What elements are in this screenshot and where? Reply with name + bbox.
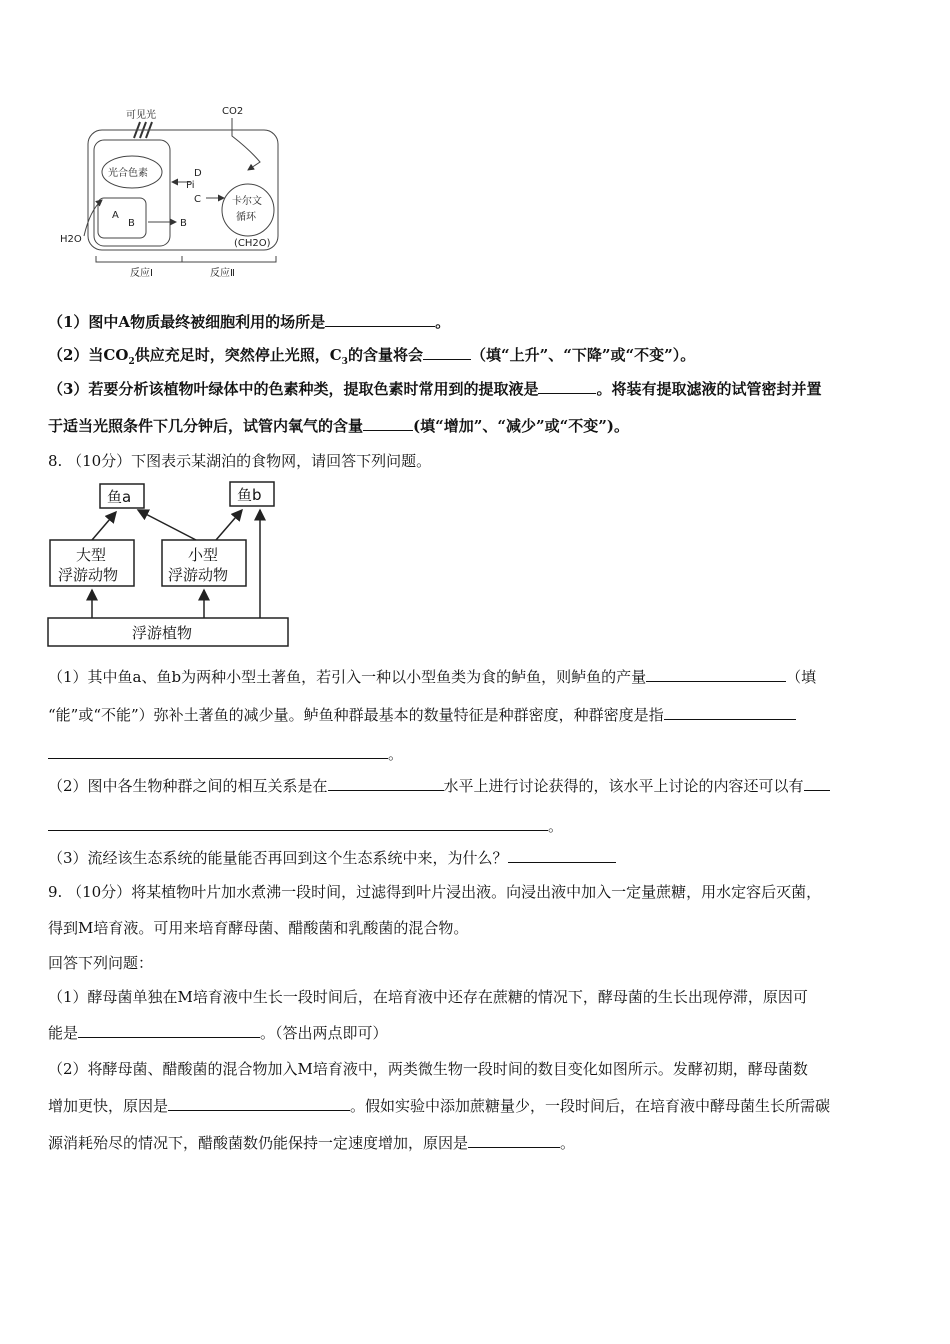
- reaction2-label: 反应Ⅱ: [210, 268, 235, 279]
- arrow-small-to-fish-b: [216, 510, 242, 540]
- answer-blank[interactable]: [423, 345, 471, 360]
- q7-p2b: 供应充足时，突然停止光照，C: [134, 346, 342, 364]
- answer-blank[interactable]: [328, 776, 444, 791]
- q9-p2d: 源消耗殆尽的情况下，醋酸菌数仍能保持一定速度增加，原因是: [48, 1134, 469, 1152]
- arrow-small-to-fish-a: [138, 510, 196, 540]
- chloroplast-outline: [88, 130, 278, 250]
- q9-part1: （1）酵母菌单独在M培育液中生长一段时间后，在培育液中还存在蔗糖的情况下，酵母菌的生长出现停滞，原因可: [48, 988, 808, 1006]
- answer-blank[interactable]: [168, 1096, 350, 1111]
- a-label: A: [112, 210, 119, 221]
- large-zoo-label-2: 浮游动物: [58, 566, 119, 584]
- pi-label: Pi: [186, 180, 195, 191]
- q8-title: 8. （10分）下图表示某湖泊的食物网，请回答下列问题。: [48, 452, 432, 470]
- co2-label: CO2: [222, 106, 244, 117]
- d-label: D: [194, 168, 202, 179]
- q7-p3d: (填“增加”、“减少”或“不变”)。: [413, 417, 629, 435]
- co2-subscript: 2: [128, 357, 135, 367]
- answer-blank[interactable]: [468, 1133, 560, 1148]
- q7-part3-cont: [48, 416, 629, 436]
- visible-light-label: 可见光: [126, 110, 156, 121]
- pigment-label: 光合色素: [108, 168, 148, 179]
- q8-part1-cont: [48, 705, 796, 725]
- fish-b-label: 鱼b: [237, 486, 262, 504]
- q8-part1: [48, 667, 816, 687]
- q7-p2d: （填“上升”、“下降”或“不变”）。: [470, 346, 696, 364]
- q9-p1c: 。（答出两点即可）: [260, 1024, 388, 1042]
- q8-part3: [48, 848, 616, 868]
- large-zoo-label-1: 大型: [76, 546, 107, 564]
- ch2o-label: (CH2O): [234, 238, 271, 249]
- calvin-label-2: 循环: [236, 212, 256, 223]
- food-web-diagram: [46, 480, 296, 650]
- answer-blank[interactable]: [363, 416, 413, 431]
- q8-p1a: （1）其中鱼a、鱼b为两种小型土著鱼，若引入一种以小型鱼类为食的鲈鱼，则鲈鱼的产量: [48, 668, 647, 686]
- c-label: C: [194, 194, 201, 205]
- q8-p1b: （填: [786, 668, 817, 686]
- q8-p1c: “能”或“不能”）弥补土著鱼的减少量。鲈鱼种群最基本的数量特征是种群密度，种群密度是指: [48, 706, 664, 724]
- answer-blank[interactable]: [664, 705, 796, 720]
- q7-p3a: （3）若要分析该植物叶绿体中的色素种类，提取色素时常用到的提取液是: [48, 380, 539, 398]
- q8-p2b: 水平上进行讨论获得的，该水平上讨论的内容还可以有: [443, 777, 804, 795]
- q8-p2-end: 。: [548, 817, 564, 835]
- photosynthesis-diagram: [60, 100, 290, 280]
- answer-blank[interactable]: [325, 312, 435, 327]
- answer-blank[interactable]: [48, 744, 388, 759]
- calvin-label-1: 卡尔文: [232, 196, 262, 207]
- ab-box: [98, 198, 146, 238]
- q9-p2b: 增加更快，原因是: [48, 1097, 169, 1115]
- q7-part1: [48, 312, 450, 332]
- q7-part3: [48, 379, 821, 399]
- q9-p2c: 。假如实验中添加蔗糖量少，一段时间后，在培育液中酵母菌生长所需碳: [350, 1097, 831, 1115]
- phyto-label: 浮游植物: [132, 624, 193, 642]
- co2-arrow: [232, 118, 260, 170]
- q8-part1-cont2: [48, 744, 403, 764]
- h2o-label: H2O: [60, 234, 82, 245]
- reaction-brace: [96, 256, 276, 262]
- q7-p2a: （2）当CO: [48, 346, 129, 364]
- small-zoo-label-1: 小型: [188, 546, 219, 564]
- b-outer-label: B: [180, 218, 187, 229]
- answer-blank[interactable]: [538, 379, 596, 394]
- fish-a-label: 鱼a: [107, 488, 132, 506]
- h2o-arrow: [84, 200, 102, 236]
- q7-part2: [48, 345, 695, 372]
- q9-part2-cont2: [48, 1133, 575, 1153]
- small-zoo-label-2: 浮游动物: [168, 566, 229, 584]
- arrow-large-to-fish-a: [92, 512, 116, 540]
- q9-p2-end: 。: [560, 1134, 576, 1152]
- q9-intro: 回答下列问题：: [48, 954, 154, 972]
- q9-part2-cont: [48, 1096, 830, 1116]
- calvin-cycle-circle: [222, 184, 274, 236]
- q9-part2: （2）将酵母菌、醋酸菌的混合物加入M培育液中，两类微生物一段时间的数目变化如图所示。发酵初期，酵母菌数: [48, 1060, 808, 1078]
- b-inner-label: B: [128, 218, 135, 229]
- q7-p3c: 于适当光照条件下几分钟后，试管内氧气的含量: [48, 417, 364, 435]
- q8-p3: （3）流经该生态系统的能量能否再回到这个生态系统中来，为什么？: [48, 849, 508, 867]
- q8-p1-end: 。: [388, 745, 404, 763]
- q7-p2c: 的含量将会: [347, 346, 423, 364]
- q8-part2-cont: [48, 816, 563, 836]
- answer-blank[interactable]: [78, 1023, 260, 1038]
- answer-blank[interactable]: [804, 776, 830, 791]
- q7-p1-text: （1）图中A物质最终被细胞利用的场所是: [48, 313, 326, 331]
- q7-p3b: 。将装有提取滤液的试管密封并置: [596, 380, 822, 398]
- c3-subscript: 3: [341, 357, 348, 367]
- reaction1-label: 反应Ⅰ: [130, 268, 153, 279]
- q9-title-cont: 得到M培育液。可用来培育酵母菌、醋酸菌和乳酸菌的混合物。: [48, 919, 469, 937]
- q8-part2: [48, 776, 830, 796]
- q9-part1-cont: [48, 1023, 388, 1043]
- q9-p1b: 能是: [48, 1024, 79, 1042]
- answer-blank[interactable]: [646, 667, 786, 682]
- answer-blank[interactable]: [48, 816, 548, 831]
- answer-blank[interactable]: [508, 848, 616, 863]
- q7-p1-end: 。: [435, 313, 451, 331]
- q9-title: 9. （10分）将某植物叶片加水煮沸一段时间，过滤得到叶片浸出液。向浸出液中加入一定量蔗糖，用水定容后灭菌，: [48, 883, 822, 901]
- q8-p2a: （2）图中各生物种群之间的相互关系是在: [48, 777, 328, 795]
